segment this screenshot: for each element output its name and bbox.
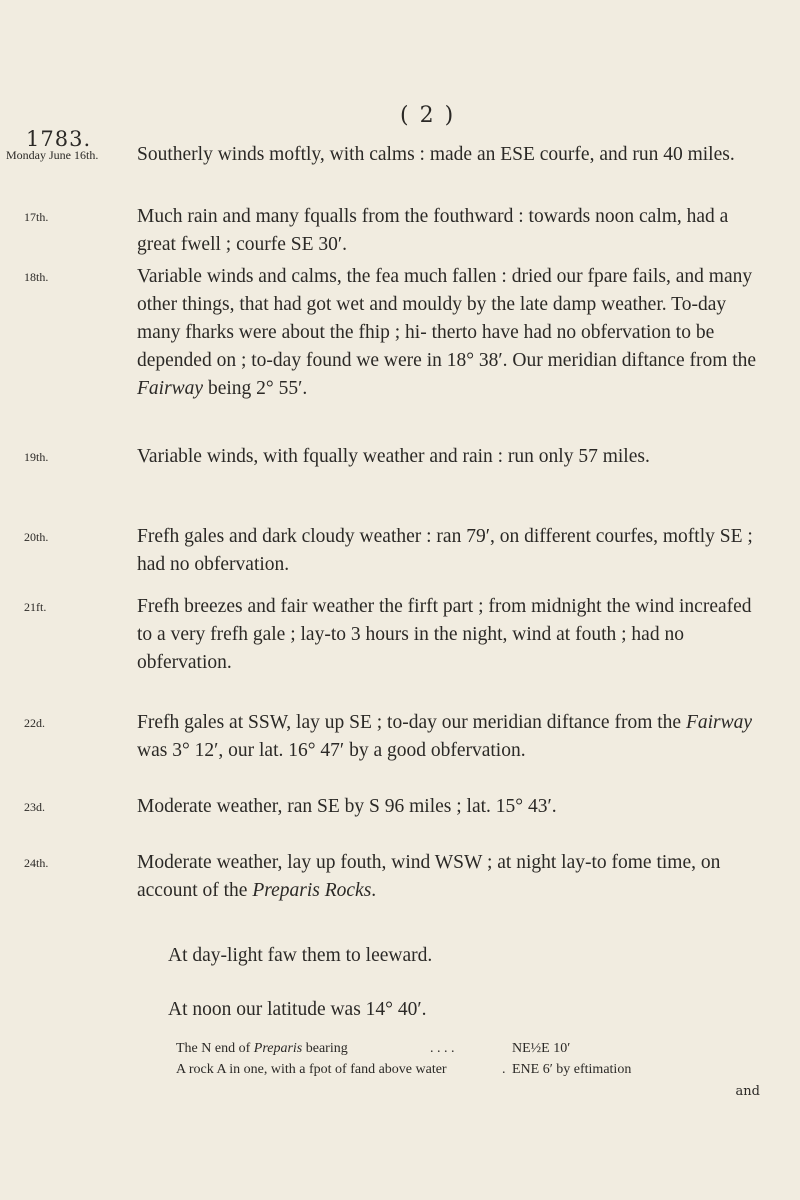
bearing-label: A rock A in one, with a fpot of fand above water [176,1062,447,1077]
entry-date: 17th. [24,210,49,224]
entry-date: Monday June 16th. [6,148,99,162]
paragraph-daylight: At day-light faw them to leeward. [168,945,433,966]
entry-date: 21ft. [24,600,47,614]
year-heading: 1783. [26,127,92,151]
entry-text: Variable winds, with fqually weather and rain : run only 57 miles. [137,446,650,467]
entry-text: Much rain and many fqualls from the fouthward : towards noon calm, had a great fwell ; courfe SE 30′. [137,206,729,255]
bearing-dots: . . . . [430,1041,455,1056]
entry-text: Frefh breezes and fair weather the firft part ; from midnight the wind increafed to a very frefh gale ; lay-to 3 hours in the night, wind at fouth ; had no obfervation. [137,596,752,673]
entry-date: 20th. [24,530,49,544]
paragraph-noon: At noon our latitude was 14° 40′. [168,999,427,1020]
bearing-value: NE½E 10′ [512,1041,571,1056]
catchword: and [735,1084,760,1099]
entry-text: Moderate weather, lay up fouth, wind WSW ; at night lay-to fome time, on account of the Preparis Rocks. [137,852,721,901]
entry-text: Frefh gales at SSW, lay up SE ; to-day our meridian diftance from the Fairway was 3° 12′, our lat. 16° 47′ by a good obfervation. [137,712,753,761]
entry-date: 23d. [24,800,45,814]
entry-date: 19th. [24,450,49,464]
entry-date: 18th. [24,270,49,284]
entry-date: 24th. [24,856,49,870]
entry-text: Frefh gales and dark cloudy weather : ran 79′, on different courfes, moftly SE ; had no obfervation. [137,526,753,575]
bearing-label: The N end of Preparis bearing [176,1041,348,1056]
entry-date: 22d. [24,716,45,730]
entry-text: Moderate weather, ran SE by S 96 miles ; lat. 15° 43′. [137,796,557,817]
entry-text: Variable winds and calms, the fea much fallen : dried our fpare fails, and many other things, that had got wet and mouldy by the late damp weather. To-day many fharks were about the fhip ; hi- therto have had no obfervation to be depended on ; to-day found we were in 18° 38′. Our meridian diftance from the Fairway being 2° 55′. [137,266,757,399]
entry-text: Southerly winds moftly, with calms : made an ESE courfe, and run 40 miles. [137,144,735,165]
page-number: ( 2 ) [400,103,456,128]
bearing-dots: . [502,1062,506,1077]
bearing-value: ENE 6′ by eftimation [512,1062,632,1077]
